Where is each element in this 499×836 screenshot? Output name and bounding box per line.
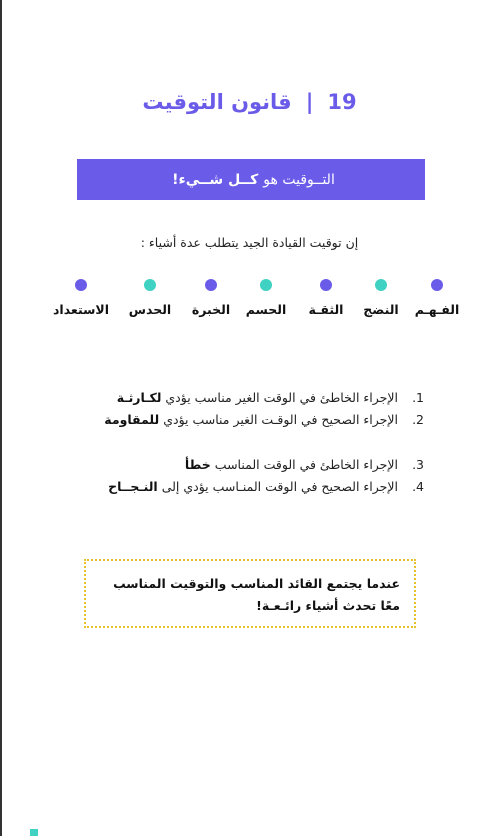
list-item — [104, 454, 424, 476]
value-dot — [260, 279, 272, 291]
value-label: الخبرة — [191, 302, 231, 317]
title-separator: | — [305, 90, 314, 114]
value-label: الاستعداد — [53, 302, 109, 317]
callout-line: عندما يجتمع القائد المناسب والتوقيت المناسب — [113, 576, 400, 591]
chapter-number: 19 — [327, 90, 357, 114]
value-label: النضج — [363, 302, 399, 317]
list-item-number: 1. — [412, 390, 424, 405]
page-left-border — [0, 0, 2, 836]
list-item-bold: خطأ — [184, 457, 211, 472]
corner-accent — [30, 829, 38, 836]
list-item-text: الإجراء الخاطئ في الوقت الغير مناسب يؤدي — [165, 390, 399, 405]
value-label: الحسم — [245, 302, 287, 317]
value-dot — [75, 279, 87, 291]
value-dot — [205, 279, 217, 291]
banner-bold-text: كــل شــيء! — [172, 171, 259, 188]
list-item-bold: لكـارثـة — [116, 390, 162, 405]
list-item-text: الإجراء الصحيح في الوقـت الغير مناسب يؤدي — [163, 412, 399, 427]
title-banner — [77, 159, 425, 200]
list-item — [104, 476, 424, 498]
intro-text: إن توقيت القيادة الجيد يتطلب عدة أشياء : — [140, 235, 359, 250]
list-item-text: الإجراء الخاطئ في الوقت المناسب — [214, 457, 399, 472]
value-dots — [0, 279, 499, 293]
value-dot — [144, 279, 156, 291]
list-item-text: الإجراء الصحيح في الوقت المنـاسب يؤدي إلى — [161, 479, 399, 494]
value-dot — [375, 279, 387, 291]
list-item-bold: النـجــاح — [108, 479, 158, 494]
list-item-number: 3. — [412, 457, 424, 472]
callout-line: معًا تحدث أشياء رائـعـة! — [256, 598, 400, 613]
value-label: الفـهـم — [414, 302, 460, 317]
value-dot — [431, 279, 443, 291]
chapter-title: قانون التوقيت — [142, 90, 292, 114]
value-dot — [320, 279, 332, 291]
banner-text: التــوقيت هو — [263, 171, 335, 188]
list-item-number: 2. — [412, 412, 424, 427]
value-label: الثقـة — [308, 302, 344, 317]
list-item-bold: للمقاومة — [104, 412, 160, 427]
value-label: الحدس — [128, 302, 172, 317]
list-item — [104, 409, 424, 431]
value-labels — [0, 302, 499, 322]
numbered-list — [104, 387, 424, 498]
page-title — [0, 90, 499, 114]
list-item-number: 4. — [412, 479, 424, 494]
list-item — [104, 387, 424, 409]
callout-box — [84, 559, 416, 628]
